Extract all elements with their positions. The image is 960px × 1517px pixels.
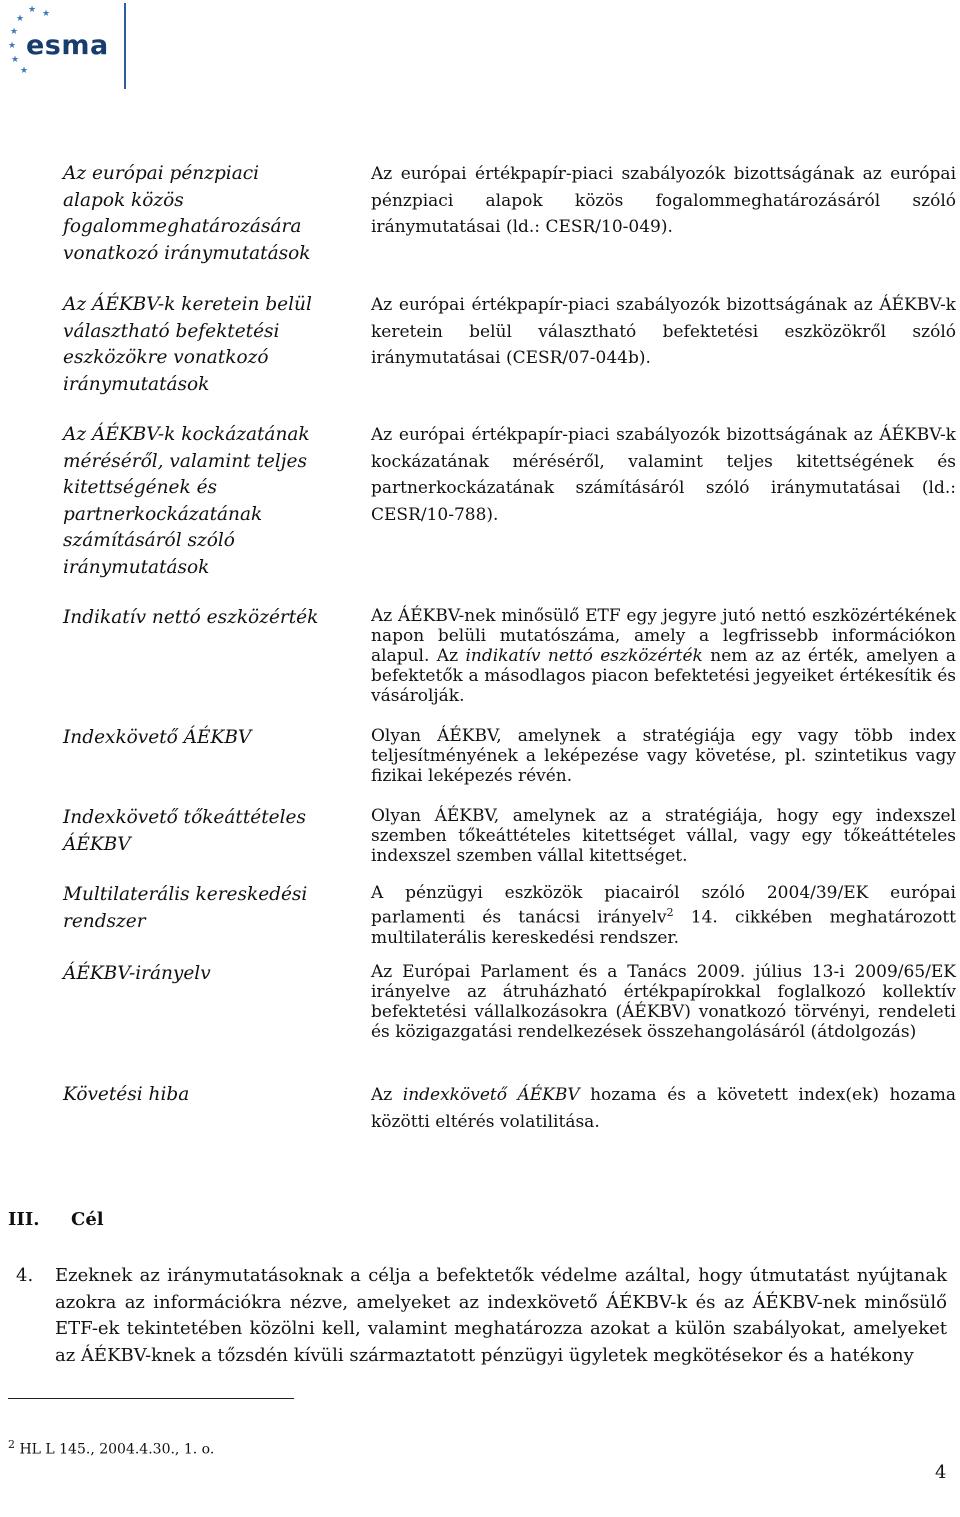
- esma-logo: [0, 0, 130, 95]
- star-icon: ★: [16, 14, 25, 24]
- star-icon: ★: [28, 5, 37, 15]
- definition-text: [371, 1082, 956, 1135]
- definition-text: Olyan ÁÉKBV, amelynek a stratégiája egy vagy több index teljesítményének a leképezése vagy követése, pl. szintetikus vagy fizikai leképezés révén.: [371, 726, 956, 786]
- star-icon: ★: [10, 27, 19, 37]
- footnote: [8, 1438, 214, 1458]
- logo-divider: [124, 3, 126, 89]
- footnote-divider: [8, 1398, 294, 1399]
- section-number: III.: [8, 1209, 40, 1230]
- definition-term: Az ÁÉKBV-k keretein belül választható befektetési eszközökre vonatkozó iránymutatások: [63, 294, 312, 395]
- definition-text-part: Az: [371, 1085, 403, 1105]
- definition-text: Az európai értékpapír-piaci szabályozók bizottságának az európai pénzpiaci alapok közös fogalommeghatározásáról szóló iránymutatásai (ld.: CESR/10-049).: [371, 164, 956, 237]
- definition-term: Multilaterális kereskedési rendszer: [63, 884, 308, 932]
- footnote-text: HL L 145., 2004.4.30., 1. o.: [15, 1441, 215, 1458]
- definition-text-part: hozama és a követett index(ek) hozama közötti eltérés volatilitása.: [371, 1085, 957, 1132]
- definition-term: Indexkövető tőkeáttételes ÁÉKBV: [63, 807, 306, 855]
- definition-text: Olyan ÁÉKBV, amelynek az a stratégiája, hogy egy indexszel szemben tőkeáttételes kitettséget vállal, vagy egy tőkeáttételes indexszel szemben vállal kitettséget.: [371, 806, 956, 866]
- definition-text-part: A pénzügyi eszközök piacairól szóló 2004/39/EK európai parlamenti és tanácsi irányelv: [371, 883, 956, 928]
- star-icon: ★: [11, 55, 20, 65]
- section-title: Cél: [71, 1209, 104, 1230]
- star-icon: ★: [20, 66, 29, 76]
- footnote-ref: 2: [666, 906, 674, 919]
- definition-term: Az ÁÉKBV-k kockázatának méréséről, valamint teljes kitettségének és partnerkockázatának számításáról szóló iránymutatások: [63, 424, 310, 578]
- definition-text: Az európai értékpapír-piaci szabályozók bizottságának az ÁÉKBV-k kockázatának méréséről, valamint teljes kitettségének és partnerkockázatának számításáról szóló iránymutatásai (ld.: CESR/10-788).: [371, 425, 956, 525]
- definition-text: Az európai értékpapír-piaci szabályozók bizottságának az ÁÉKBV-k keretein belül választható befektetési eszközökről szóló iránymutatásai (CESR/07-044b).: [371, 295, 956, 368]
- definition-text-part: nem az az érték, amelyen a befektetők a másodlagos piacon befektetési jegyeiket értékesítik és vásárolják.: [371, 646, 957, 706]
- definition-text: [371, 606, 956, 706]
- definition-text-italic: indexkövető ÁÉKBV: [402, 1085, 580, 1105]
- definition-text-part: Az ÁÉKBV-nek minősülő ETF egy jegyre jutó nettó eszközértékének napon belüli mutatószáma, amely a legfrissebb információkon alapul. Az: [371, 606, 956, 666]
- definition-term: Az európai pénzpiaci alapok közös fogalommeghatározására vonatkozó iránymutatások: [63, 163, 311, 264]
- definition-term: Indexkövető ÁÉKBV: [63, 727, 252, 748]
- definition-term: Indikatív nettó eszközérték: [63, 607, 319, 628]
- definition-text: Az Európai Parlament és a Tanács 2009. július 13-i 2009/65/EK irányelve az átruházható értékpapírokkal foglalkozó kollektív befektetési vállalkozásokra (ÁÉKBV) vonatkozó törvényi, rendeleti és közigazgatási rendelkezések összehangolásáról (átdolgozás): [371, 962, 956, 1042]
- logo-text: esma: [26, 30, 109, 61]
- definition-term: ÁÉKBV-irányelv: [63, 963, 211, 984]
- footnote-number: 2: [8, 1438, 15, 1451]
- paragraph-text: Ezeknek az iránymutatásoknak a célja a befektetők védelme azáltal, hogy útmutatást nyújtanak azokra az információkra nézve, amelyeket az indexkövető ÁÉKBV-k és az ÁÉKBV-nek minősülő ETF-ek tekintetében közölni kell, valamint meghatározza azokat a külön szabályokat, amelyeket az ÁÉKBV-knek a tőzsdén kívüli származtatott pénzügyi ügyletek megkötésekor és a hatékony: [55, 1265, 947, 1366]
- paragraph-number: 4.: [16, 1265, 34, 1286]
- definition-text: [371, 883, 956, 948]
- page-number: 4: [935, 1462, 947, 1483]
- definition-text-part: 14. cikkében meghatározott multilaterális kereskedési rendszer.: [371, 907, 957, 948]
- star-icon: ★: [8, 41, 17, 51]
- definition-term: Követési hiba: [63, 1084, 190, 1105]
- definition-text-italic: indikatív nettó eszközérték: [465, 646, 703, 666]
- star-icon: ★: [42, 9, 51, 19]
